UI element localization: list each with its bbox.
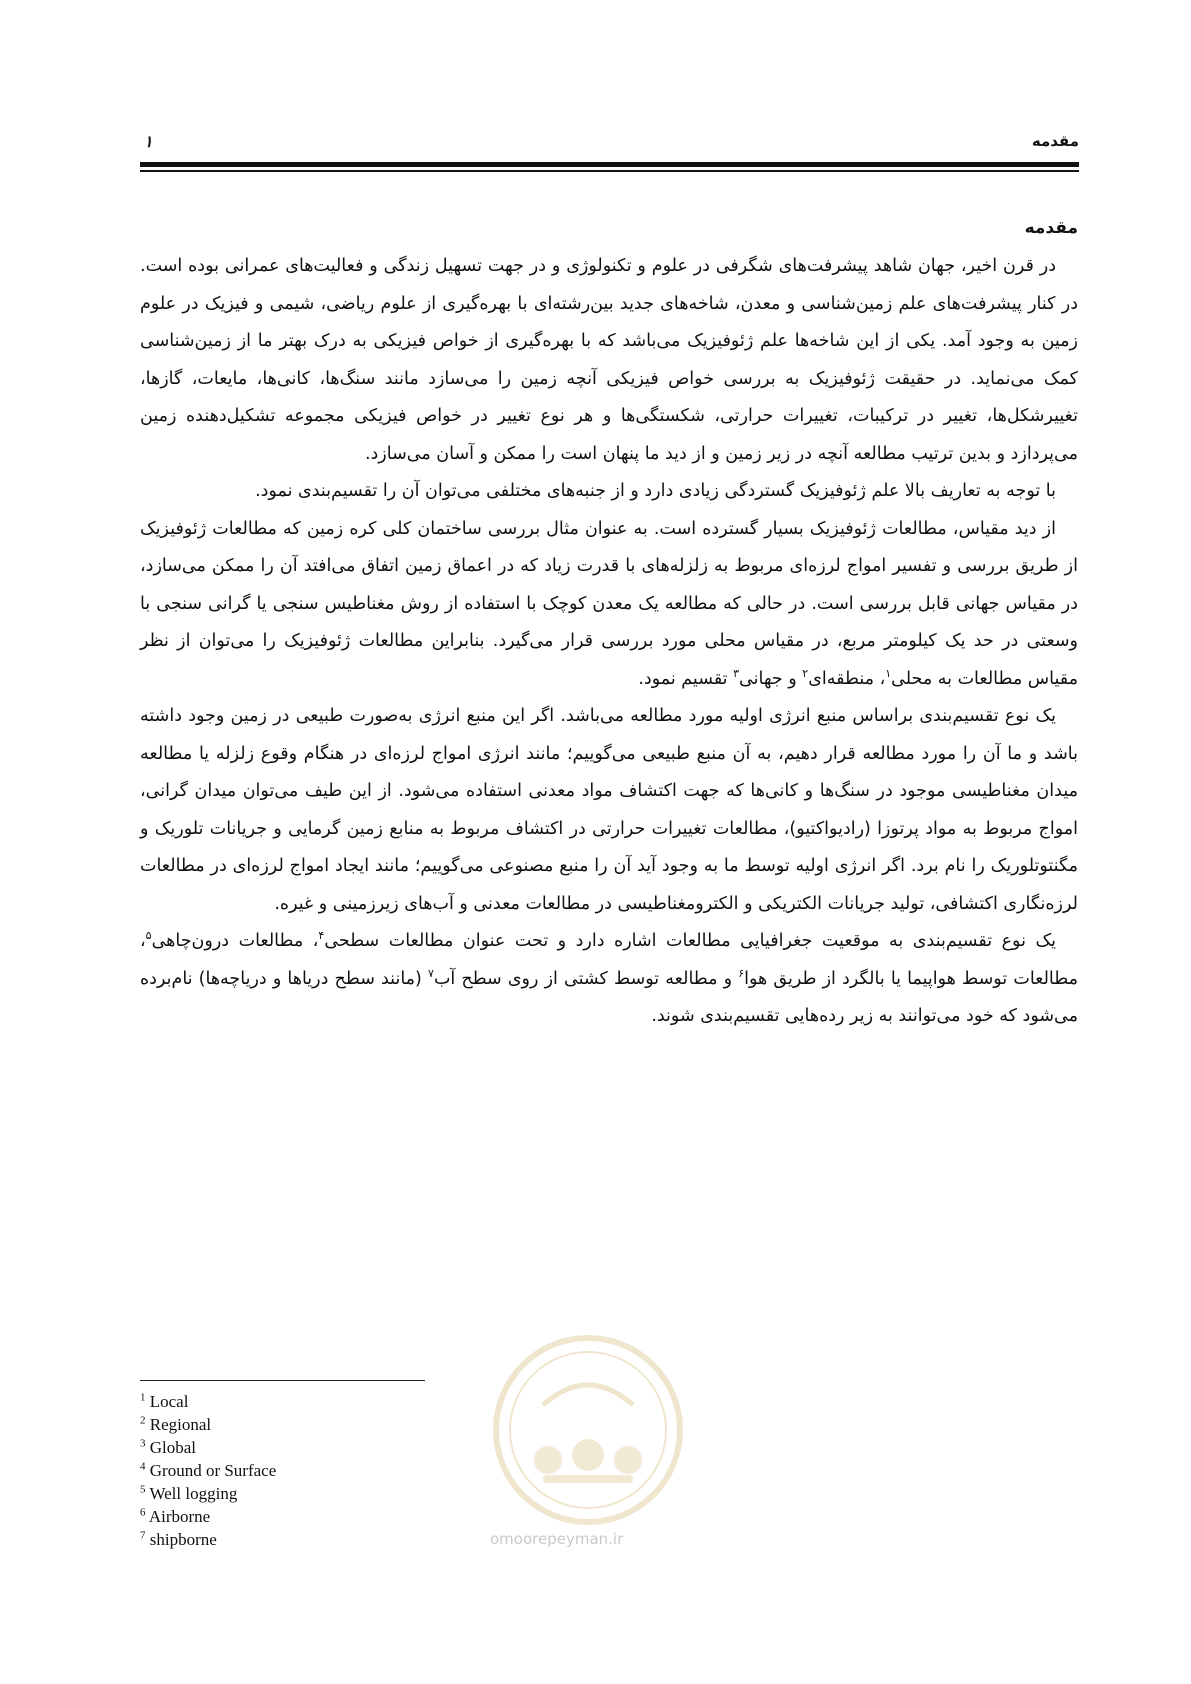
paragraph-3-text-a: ، منطقه‌ای [808,668,886,689]
paragraph-3-text: از دید مقیاس، مطالعات ژئوفیزیک بسیار گسترده است. به عنوان مثال بررسی ساختمان کلی کره زمین که مطالعات ژئوفیزیک از طریق بررسی و تفسیر امواج لرزه‌ای مربوط به زلزله‌های با قدرت زیاد که در اعماق زمین اتفاق می‌افتد آن را ممکن می‌سازد، در مقیاس جهانی قابل بررسی است. در حالی که مطالعه یک معدن کوچک با استفاده از روش مغناطیس سنجی یا گرانی سنجی با وسعتی در حد یک کیلومتر مربع، در مقیاس محلی مورد بررسی قرار می‌گیرد. بنابراین مطالعات ژئوفیزیک را می‌توان از نظر مقیاس مطالعات به محلی [140,518,1078,689]
running-title: مقدمه [1031,132,1079,150]
page-header [140,132,1079,160]
paragraph-1: در قرن اخیر، جهان شاهد پیشرفت‌های شگرفی در علوم و تکنولوژی و در جهت تسهیل زندگی و فعالیت‌های عمرانی بوده است. در کنار پیشرفت‌های علم زمین‌شناسی و معدن، شاخه‌های جدید بین‌رشته‌ای با بهره‌گیری از علوم ریاضی، شیمی و فیزیک در علوم زمین به وجود آمد. یکی از این شاخه‌ها علم ژئوفیزیک می‌باشد که با بهره‌گیری از خواص فیزیکی به درک بهتر ما از زمین‌شناسی کمک می‌نماید. در حقیقت ژئوفیزیک به بررسی خواص فیزیکی آنچه زمین را می‌سازد مانند سنگ‌ها، کانی‌ها، مایعات، گازها، تغییرشکل‌ها، تغییر در ترکیبات، تغییرات حرارتی، شکستگی‌ها و هر نوع تغییر در خواص فیزیکی مجموعه تشکیل‌دهنده زمین می‌پردازد و بدین ترتیب مطالعه آنچه در زیر زمین و از دید ما پنهان است را ممکن و آسان می‌سازد. [140,256,1078,464]
main-body [140,210,1078,1036]
footnote-number: 6 [140,1506,146,1519]
footnote-text: Regional [149,1415,212,1434]
paragraph-5 [140,923,1078,1036]
paragraph-5-text-a: ، مطالعات درون‌چاهی [151,931,319,951]
footnote-ref-3[interactable]: ۳ [733,666,740,680]
footnote-number: 4 [140,1460,146,1473]
footnote-ref-4[interactable]: ۴ [318,929,325,943]
footnote-text: Ground or Surface [149,1461,277,1480]
footnote-ref-2[interactable]: ۲ [802,666,809,680]
paragraph-5-text-c: و مطالعه توسط کشتی از روی سطح آب [433,968,739,989]
footnote-ref-7[interactable]: ۷ [428,966,434,980]
footnote-item [140,1459,276,1482]
footnote-ref-1[interactable]: ۱ [885,666,892,680]
paragraph-2: با توجه به تعاریف بالا علم ژئوفیزیک گستردگی زیادی دارد و از جنبه‌های مختلفی می‌توان آن را تقسیم‌بندی نمود. [255,481,1056,501]
footnote-text: Global [149,1438,197,1457]
footnote-item [140,1413,276,1436]
footnote-number: 3 [140,1437,146,1450]
page-number: ۱ [144,132,153,151]
paragraph-4: یک نوع تقسیم‌بندی براساس منبع انرژی اولیه مورد مطالعه می‌باشد. اگر این منبع انرژی به‌صورت طبیعی در زمین وجود داشته باشد و ما آن را مورد مطالعه قرار دهیم، به آن منبع طبیعی می‌گوییم؛ مانند انرژی امواج لرزه‌ای در هنگام وقوع زلزله یا مطالعه میدان مغناطیسی موجود در سنگ‌ها و کانی‌ها که جهت اکتشاف مواد معدنی استفاده می‌شود. از این طیف می‌توان میدان گرانی، امواج مربوط به مواد پرتوزا (رادیواکتیو)، مطالعات تغییرات حرارتی در اکتشاف مربوط به منابع زمین گرمایی و جریانات تلوریک و مگنتوتلوریک را نام برد. اگر انرژی اولیه توسط ما به وجود آید آن را منبع مصنوعی می‌گوییم؛ مانند ایجاد امواج لرزه‌ای در مطالعات لرزه‌نگاری اکتشافی، تولید جریانات الکتریکی و الکترومغناطیسی در مطالعات معدنی و آب‌های زیرزمینی و غیره. [140,706,1078,914]
header-rule-thick [140,162,1079,167]
watermark-url: omoorepeyman.ir [490,1530,624,1548]
footnote-ref-5[interactable]: ۵ [145,929,152,943]
footnote-number: 5 [140,1483,146,1496]
paragraph-5-text-d: (مانند سطح دریاها و دریاچه‌ها) نام‌برده می‌شود که خود می‌توانند به زیر رده‌هایی تقسیم‌بندی شوند. [140,968,1078,1026]
footnote-ref-6[interactable]: ۶ [738,966,745,980]
paragraph-3 [140,511,1078,699]
header-rule-thin [140,170,1079,172]
footnote-item [140,1482,276,1505]
paragraph-3-text-c: تقسیم نمود. [638,668,734,689]
footnote-item [140,1505,276,1528]
footnote-text: Airborne [148,1507,211,1526]
footnotes [140,1390,276,1551]
paragraph-5-text-b: ، مطالعات توسط هواپیما یا بالگرد از طریق هوا [140,931,1078,989]
footnote-number: 1 [140,1391,146,1404]
footnote-number: 7 [140,1529,146,1542]
footnote-text: Local [149,1392,189,1411]
paragraph-3-text-b: و جهانی [739,668,803,689]
section-title: مقدمه [1024,218,1078,238]
footnote-text: shipborne [149,1530,217,1549]
footnote-separator [140,1380,425,1381]
footnote-number: 2 [140,1414,146,1427]
footnote-item [140,1528,276,1551]
watermark-seal-icon [488,1330,688,1560]
footnote-item [140,1436,276,1459]
paragraph-5-text: یک نوع تقسیم‌بندی به موقعیت جغرافیایی مطالعات اشاره دارد و تحت عنوان مطالعات سطحی [324,931,1056,951]
footnote-text: Well logging [149,1484,238,1503]
footnote-item [140,1390,276,1413]
